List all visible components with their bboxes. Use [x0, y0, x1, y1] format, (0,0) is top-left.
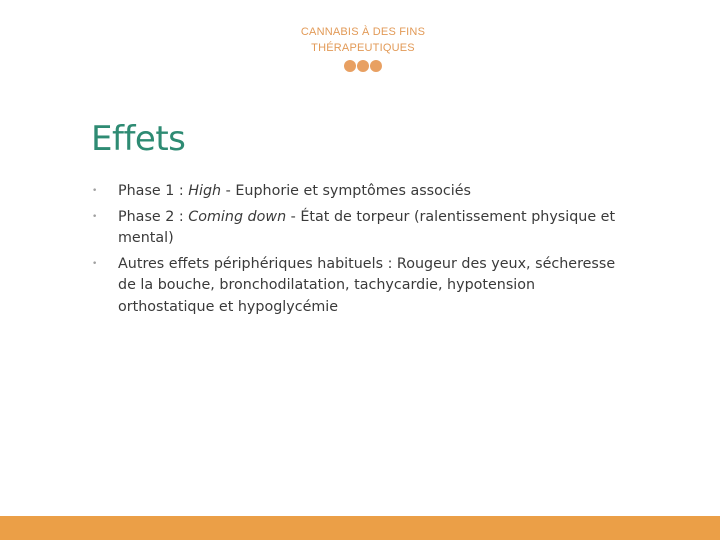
- header-line-2: THÉRAPEUTIQUES: [311, 42, 415, 54]
- dot-icon: [370, 60, 382, 72]
- bullet-list: [92, 181, 632, 322]
- header-line-1: CANNABIS À DES FINS: [300, 26, 426, 38]
- bullet-item: [92, 254, 632, 319]
- decorative-dots: [344, 60, 382, 72]
- bullet-icon: •: [92, 258, 98, 269]
- bullet-prefix: Phase 2 :: [118, 208, 189, 225]
- footer-bar: [0, 516, 720, 540]
- bullet-text: [118, 181, 632, 203]
- slide-header: [0, 24, 720, 56]
- bullet-text: [118, 254, 632, 319]
- bullet-icon: •: [92, 211, 98, 222]
- bullet-suffix: - État de torpeur (ralentissement physique et mental): [118, 208, 616, 246]
- bullet-emphasis: High: [188, 183, 222, 199]
- bullet-icon: •: [92, 186, 98, 196]
- bullet-suffix: - Euphorie et symptômes associés: [221, 183, 471, 199]
- dot-icon: [344, 60, 356, 72]
- bullet-item: [92, 207, 632, 250]
- bullet-emphasis: Coming down: [188, 208, 287, 225]
- bullet-item: [92, 181, 632, 203]
- bullet-suffix: Autres effets périphériques habituels : Rougeur des yeux, sécheresse de la bouche, bronchodilatation, tachycardie, hypotension orthostatique et hypoglycémie: [118, 255, 616, 315]
- dot-icon: [357, 60, 369, 72]
- bullet-text: [118, 207, 632, 250]
- bullet-prefix: Phase 1 :: [118, 183, 189, 199]
- slide-title: Effets: [91, 119, 186, 159]
